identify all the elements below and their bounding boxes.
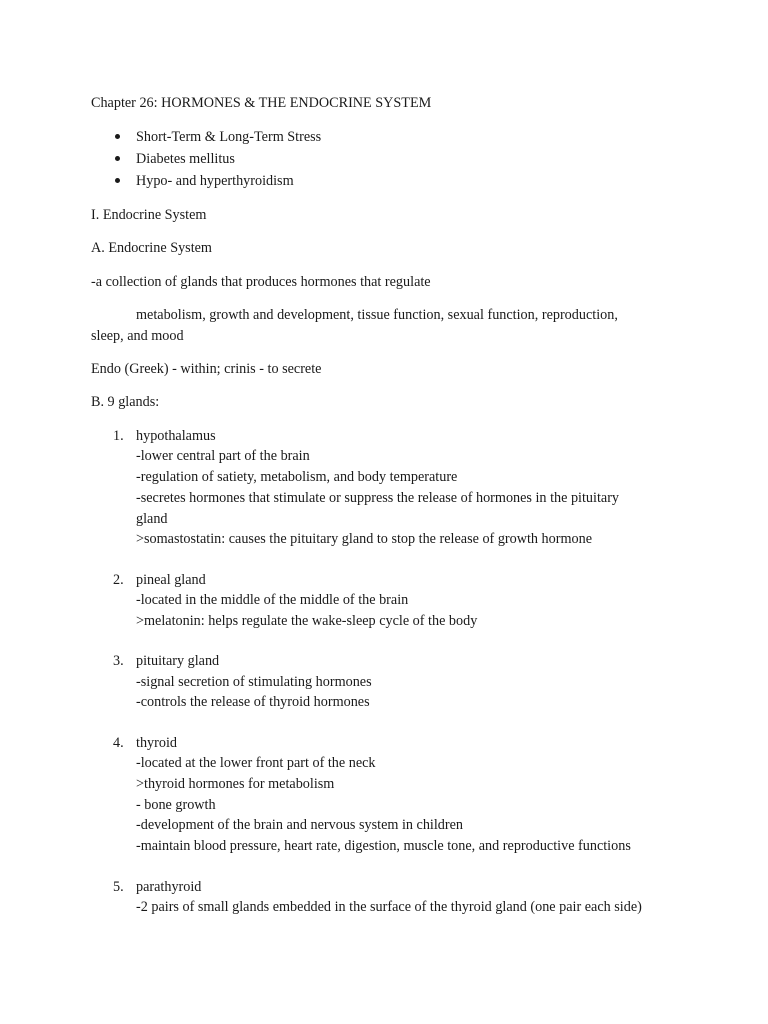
- list-number: 1.: [113, 428, 124, 444]
- chapter-title: Chapter 26: HORMONES & THE ENDOCRINE SYSTEM: [91, 95, 432, 111]
- gland-detail: gland: [136, 511, 168, 527]
- bullet-icon: [115, 178, 120, 183]
- gland-detail: -maintain blood pressure, heart rate, digestion, muscle tone, and reproductive functions: [136, 838, 631, 854]
- bullet-icon: [115, 134, 120, 139]
- gland-name: parathyroid: [136, 879, 202, 895]
- gland-detail: -2 pairs of small glands embedded in the surface of the thyroid gland (one pair each side): [136, 899, 642, 915]
- gland-detail: -secretes hormones that stimulate or suppress the release of hormones in the pituitary: [136, 490, 620, 506]
- section-heading: I. Endocrine System: [91, 207, 207, 223]
- definition-line: sleep, and mood: [91, 328, 184, 344]
- list-number: 5.: [113, 879, 124, 895]
- gland-name: hypothalamus: [136, 428, 216, 444]
- etymology-line: Endo (Greek) - within; crinis - to secrete: [91, 361, 322, 377]
- gland-detail: - bone growth: [136, 797, 216, 813]
- topic-bullet: Short-Term & Long-Term Stress: [136, 129, 322, 145]
- subsection-heading: A. Endocrine System: [91, 240, 212, 256]
- definition-line: -a collection of glands that produces hormones that regulate: [91, 274, 431, 290]
- gland-detail: -regulation of satiety, metabolism, and body temperature: [136, 469, 458, 485]
- bullet-icon: [115, 156, 120, 161]
- gland-name: pineal gland: [136, 572, 206, 588]
- gland-detail: -development of the brain and nervous system in children: [136, 817, 464, 833]
- list-number: 3.: [113, 653, 124, 669]
- gland-name: pituitary gland: [136, 653, 220, 669]
- definition-line: metabolism, growth and development, tissue function, sexual function, reproduction,: [136, 307, 618, 323]
- gland-detail: >melatonin: helps regulate the wake-sleep cycle of the body: [136, 613, 478, 629]
- gland-detail: -lower central part of the brain: [136, 448, 310, 464]
- gland-detail: >somastostatin: causes the pituitary gland to stop the release of growth hormone: [136, 531, 592, 547]
- gland-detail: -controls the release of thyroid hormones: [136, 694, 370, 710]
- list-number: 2.: [113, 572, 124, 588]
- topic-bullet: Diabetes mellitus: [136, 151, 235, 167]
- gland-detail: -signal secretion of stimulating hormones: [136, 674, 372, 690]
- gland-name: thyroid: [136, 735, 177, 751]
- subsection-heading: B. 9 glands:: [91, 394, 160, 410]
- topic-bullet: Hypo- and hyperthyroidism: [136, 173, 294, 189]
- list-number: 4.: [113, 735, 124, 751]
- gland-detail: >thyroid hormones for metabolism: [136, 776, 335, 792]
- gland-detail: -located at the lower front part of the neck: [136, 755, 376, 771]
- gland-detail: -located in the middle of the middle of the brain: [136, 592, 409, 608]
